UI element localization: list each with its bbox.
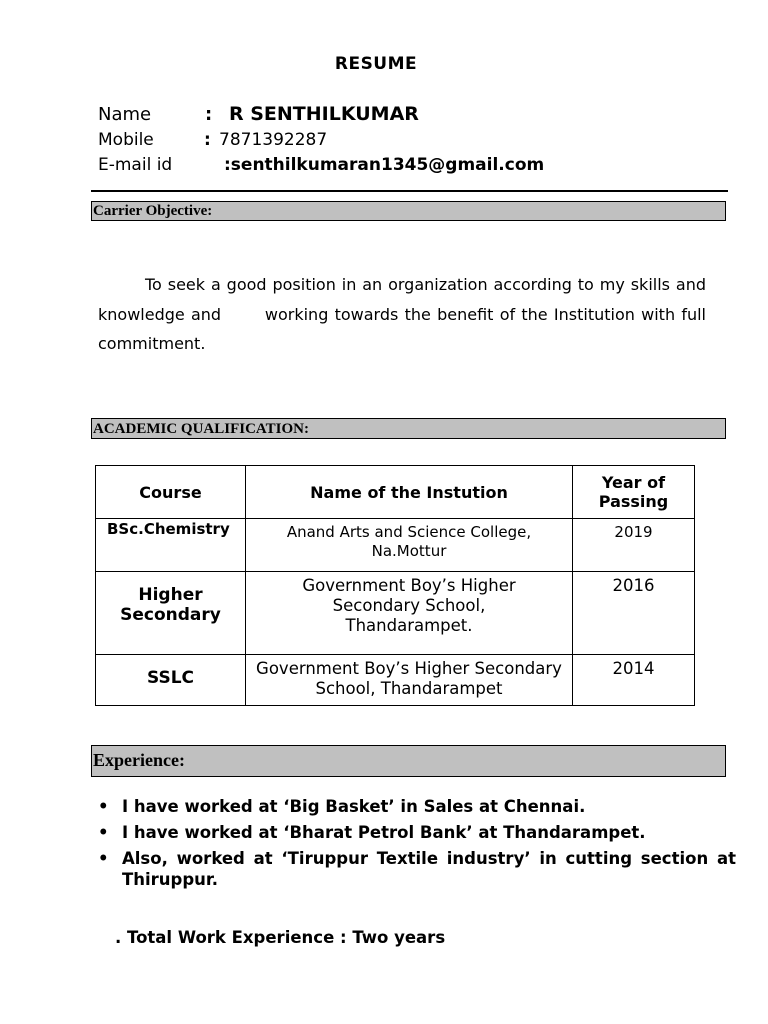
column-header-course: Course bbox=[96, 466, 246, 519]
table-row bbox=[96, 572, 695, 655]
column-header-institution: Name of the Instution bbox=[246, 466, 573, 519]
header-divider bbox=[91, 190, 728, 192]
institution-cell bbox=[246, 655, 573, 706]
institution-value: Anand Arts and Science College, Na.Mottur bbox=[286, 523, 532, 560]
objective-text bbox=[98, 270, 712, 359]
year-cell bbox=[573, 572, 695, 655]
institution-value: Government Boy’s Higher Secondary School, Thandarampet bbox=[256, 659, 562, 698]
experience-list bbox=[0, 796, 736, 895]
course-value: SSLC bbox=[146, 668, 195, 688]
column-header-year: Year of Passing bbox=[573, 466, 695, 519]
experience-item-text: Also, worked at ‘Tiruppur Textile industry’ in cutting section at Thiruppur. bbox=[122, 849, 736, 889]
email-value: :senthilkumaran1345@gmail.com bbox=[224, 155, 545, 175]
year-value: 2014 bbox=[612, 659, 655, 678]
course-cell bbox=[96, 572, 246, 655]
institution-cell bbox=[246, 572, 573, 655]
name-value: R SENTHILKUMAR bbox=[229, 103, 419, 125]
table-row bbox=[96, 655, 695, 706]
objective-heading: Carrier Objective: bbox=[91, 201, 726, 221]
academic-table bbox=[95, 465, 695, 706]
year-cell bbox=[573, 655, 695, 706]
institution-cell bbox=[246, 519, 573, 572]
course-value: Higher Secondary bbox=[120, 585, 221, 625]
bullet-icon: • bbox=[98, 797, 109, 816]
mobile-label: Mobile bbox=[98, 130, 154, 150]
list-item bbox=[0, 822, 736, 843]
experience-heading: Experience: bbox=[91, 745, 726, 777]
experience-item-text: I have worked at ‘Big Basket’ in Sales at Chennai. bbox=[122, 797, 586, 816]
mobile-separator: : bbox=[204, 130, 211, 150]
academic-heading: ACADEMIC QUALIFICATION: bbox=[91, 418, 726, 439]
course-cell bbox=[96, 519, 246, 572]
table-header-row bbox=[96, 466, 695, 519]
bullet-icon: • bbox=[98, 823, 109, 842]
course-value: BSc.Chemistry bbox=[107, 520, 230, 538]
year-value: 2019 bbox=[614, 523, 653, 541]
table-row bbox=[96, 519, 695, 572]
institution-value: Government Boy’s Higher Secondary School, Thandarampet. bbox=[302, 576, 516, 635]
objective-body: To seek a good position in an organization according to my skills and knowledge and working towards the benefit of the Institution with full commitment. bbox=[98, 275, 712, 353]
experience-item-text: I have worked at ‘Bharat Petrol Bank’ at Thandarampet. bbox=[122, 823, 646, 842]
name-separator: : bbox=[205, 104, 213, 125]
list-item bbox=[0, 848, 736, 890]
list-item bbox=[0, 796, 736, 817]
total-experience: . Total Work Experience : Two years bbox=[115, 928, 446, 947]
resume-title: RESUME bbox=[334, 54, 418, 74]
year-value: 2016 bbox=[612, 576, 655, 595]
bullet-icon: • bbox=[98, 849, 109, 868]
mobile-value: 7871392287 bbox=[219, 130, 328, 150]
year-cell bbox=[573, 519, 695, 572]
name-label: Name bbox=[98, 104, 152, 125]
email-label: E-mail id bbox=[98, 155, 173, 175]
course-cell bbox=[96, 655, 246, 706]
